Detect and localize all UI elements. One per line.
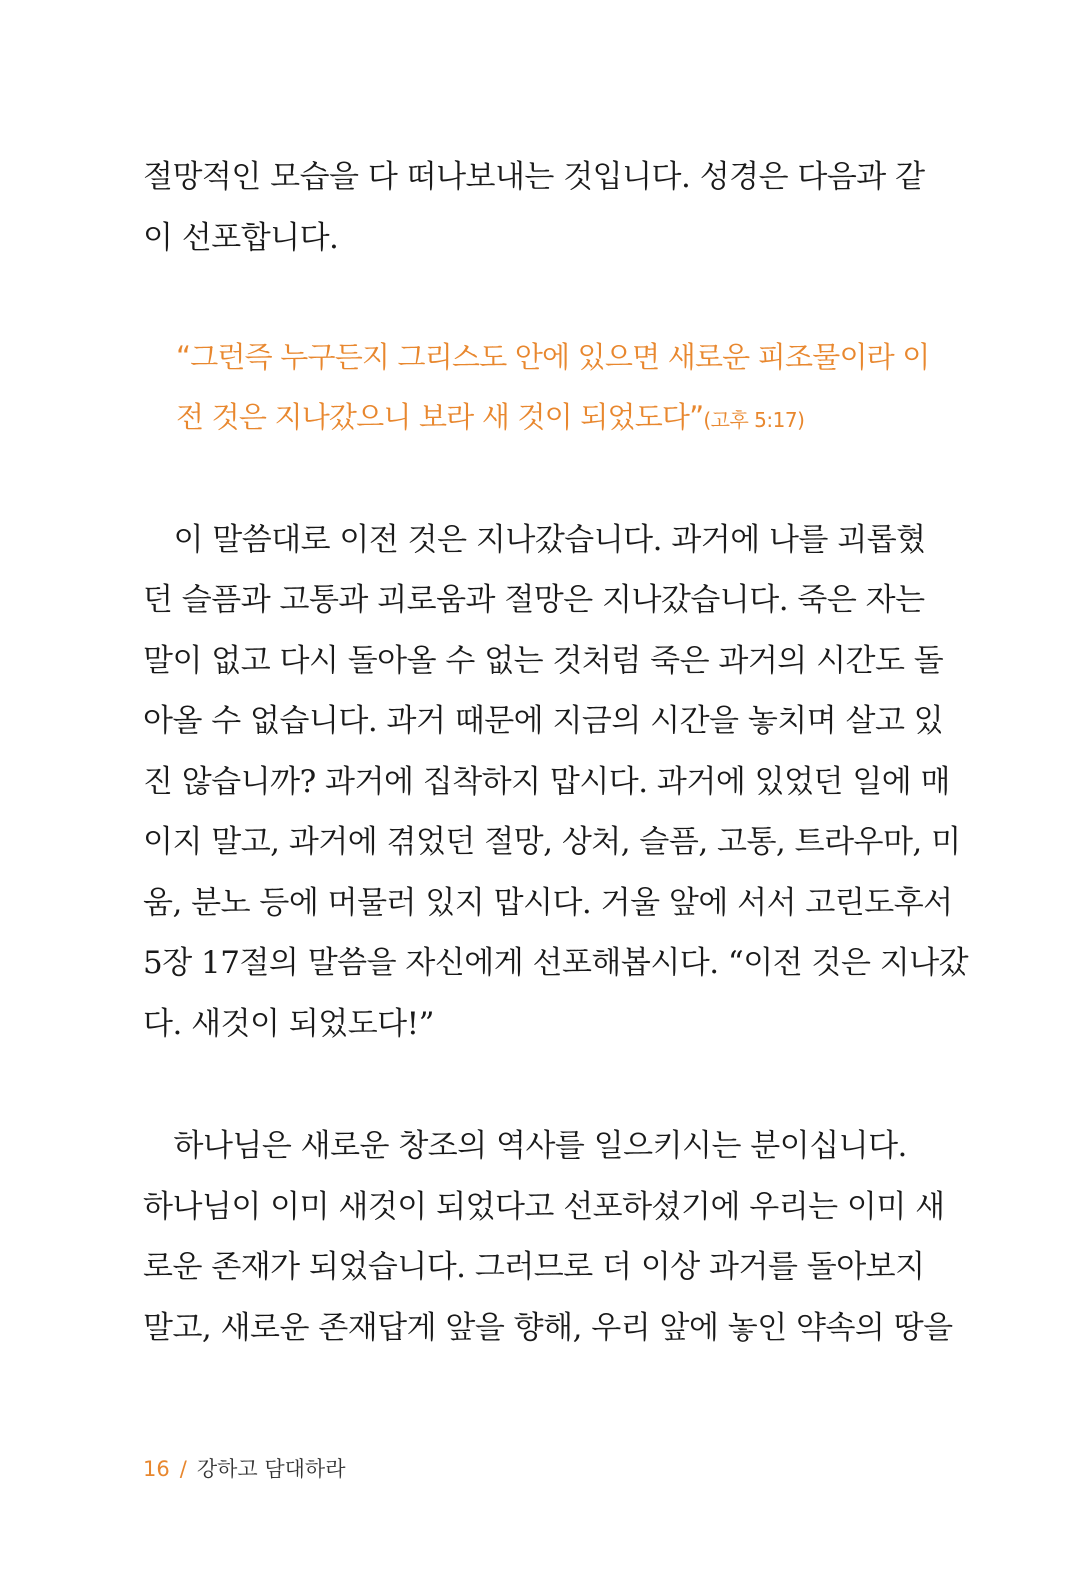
paragraph-2-line-7: 움, 분노 등에 머물러 있지 맙시다. 거울 앞에 서서 고린도후서 [143, 885, 953, 921]
paragraph-3-line-4: 말고, 새로운 존재답게 앞을 향해, 우리 앞에 놓인 약속의 땅을 [143, 1310, 953, 1346]
quote-reference: (고후 5:17) [703, 408, 805, 432]
quote-line-2 [176, 397, 804, 440]
paragraph-2-line-1: 이 말씀대로 이전 것은 지나갔습니다. 과거에 나를 괴롭혔 [143, 522, 926, 558]
quote-line-1: “그런즉 누구든지 그리스도 안에 있으면 새로운 피조물이라 이 [176, 340, 930, 374]
book-title: 강하고 담대하라 [196, 1457, 346, 1481]
paragraph-3-line-1: 하나님은 새로운 창조의 역사를 일으키시는 분이십니다. [143, 1128, 907, 1164]
quote-line-2-text: 전 것은 지나갔으니 보라 새 것이 되었도다” [176, 400, 704, 434]
paragraph-1-line-2: 이 선포합니다. [143, 220, 339, 256]
paragraph-3-line-2: 하나님이 이미 새것이 되었다고 선포하셨기에 우리는 이미 새 [143, 1189, 945, 1225]
paragraph-2-line-8: 5장 17절의 말씀을 자신에게 선포해봅시다. “이전 것은 지나갔 [143, 945, 969, 981]
footer-separator: / [179, 1457, 187, 1481]
paragraph-2-line-6: 이지 말고, 과거에 겪었던 절망, 상처, 슬픔, 고통, 트라우마, 미 [143, 824, 961, 860]
paragraph-2-line-9: 다. 새것이 되었도다!” [143, 1006, 434, 1042]
paragraph-1-line-1: 절망적인 모습을 다 떠나보내는 것입니다. 성경은 다음과 같 [143, 159, 925, 195]
paragraph-2-line-2: 던 슬픔과 고통과 괴로움과 절망은 지나갔습니다. 죽은 자는 [143, 582, 925, 618]
paragraph-2-line-5: 진 않습니까? 과거에 집착하지 맙시다. 과거에 있었던 일에 매 [143, 764, 951, 800]
page-number: 16 [143, 1457, 170, 1481]
paragraph-2-line-3: 말이 없고 다시 돌아올 수 없는 것처럼 죽은 과거의 시간도 돌 [143, 643, 944, 679]
paragraph-3-line-3: 로운 존재가 되었습니다. 그러므로 더 이상 과거를 돌아보지 [143, 1249, 925, 1285]
page-footer [143, 1455, 346, 1483]
paragraph-2-line-4: 아올 수 없습니다. 과거 때문에 지금의 시간을 놓치며 살고 있 [143, 703, 944, 739]
